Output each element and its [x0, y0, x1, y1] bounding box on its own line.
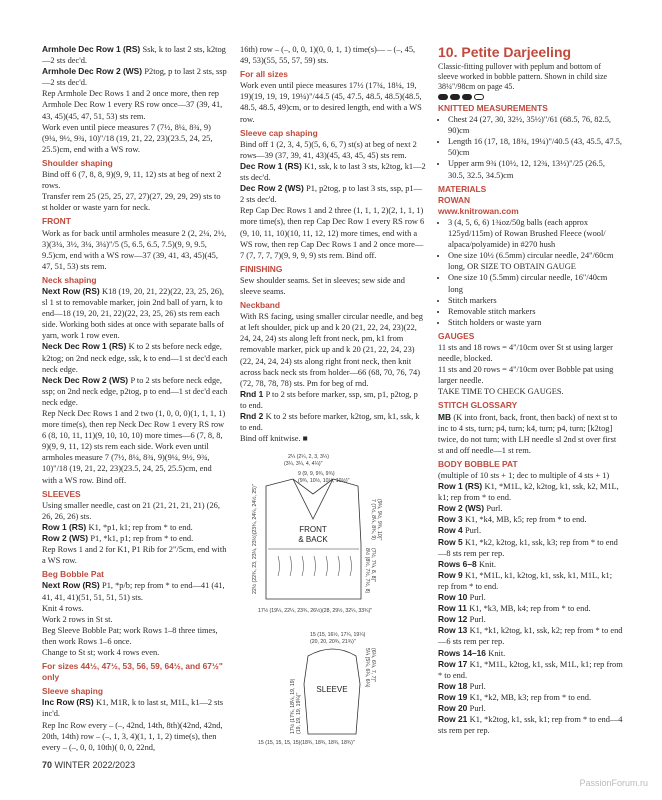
- row-text: Purl.: [486, 504, 503, 514]
- bobble-pattern-marks: [278, 556, 352, 576]
- row-text: Rep Armhole Dec Rows 1 and 2 once more, then rep Armhole Dec Row 1 every RS row once—37 (39, 41, 43, 45)(45, 47, 51, 53) sts rem.: [42, 89, 223, 121]
- instruction-paragraph: [42, 720, 228, 753]
- top-dim: 2¼ (2¼, 2, 3, 3¼): [288, 454, 329, 460]
- row-label: Neck Dec Row 1 (RS): [42, 341, 129, 352]
- row-text: P to 2 sts before marker, ssp, sm, p1, p2tog, p to end.: [240, 389, 418, 410]
- gauges-heading: GAUGES: [438, 330, 475, 341]
- instruction-paragraph: [240, 183, 426, 205]
- schematic-svg: [238, 444, 428, 754]
- row-label: Dec Row 1 (RS): [240, 160, 305, 171]
- instruction-paragraph: [240, 311, 426, 389]
- skill-pill-icon: [438, 94, 448, 100]
- section-heading: [42, 275, 228, 286]
- materials-list: [438, 217, 623, 328]
- instruction-paragraph: [42, 614, 228, 625]
- section-heading: [42, 158, 228, 169]
- list-item: • Chest 24 (27, 30, 32½, 35½)"/61 (68.5, 76, 82.5, 90)cm: [448, 114, 623, 136]
- row-text: Bind off knitwise. ■: [240, 434, 308, 444]
- row-label: Next Row (RS): [42, 285, 103, 296]
- row-text: Beg Sleeve Bobble Pat; work Rows 1–8 three times, then work Rows 1–6 once.: [42, 625, 218, 646]
- instruction-paragraph: [438, 692, 623, 703]
- row-label: Armhole Dec Row 1 (RS): [42, 44, 143, 54]
- brand-link[interactable]: www.knitrowan.com: [438, 205, 519, 216]
- gauge-line: 11 sts and 18 rows = 4"/10cm over St st using larger needle, blocked.: [438, 342, 613, 364]
- row-label: Inc Row (RS): [42, 697, 96, 708]
- pattern-intro: Classic-fitting pullover with peplum and bottom of sleeve worked in bobble pattern. Shown in child size 38¼"/98cm on page 45.: [438, 62, 608, 91]
- body-bottom-dim: 17½ (19¼, 22¼, 23¾, 26½)(28, 29½, 32¼, 33¾)": [258, 608, 373, 614]
- instruction-paragraph: [42, 191, 228, 213]
- brand-name: ROWAN: [438, 194, 471, 205]
- sleeve-top-dim: 15 (15, 16½, 17¼, 19¼): [310, 632, 366, 638]
- row-text: P to 2 sts before neck edge, ssp; on 2nd neck edge, p2tog, p to end—1 st dec'd each neck edge.: [42, 375, 228, 407]
- instruction-paragraph: [42, 697, 228, 719]
- row-text: Bind off 6 (7, 8, 8, 9)(9, 9, 11, 12) sts at beg of next 2 rows.: [42, 170, 222, 191]
- instruction-paragraph: [42, 286, 228, 341]
- heading-text: Beg Bobble Pat: [42, 569, 104, 580]
- instruction-paragraph: [438, 703, 623, 714]
- materials-heading: MATERIALS: [438, 183, 487, 194]
- heading-text: FRONT: [42, 216, 71, 227]
- row-text: Transfer rem 25 (25, 25, 27, 27)(27, 29, 29, 29) sts to st holder or waste yarn for neck.: [42, 192, 221, 213]
- armhole-dim-2: (9¼, 9½, 9¾, 10)": [376, 499, 382, 541]
- pattern-title: 10. Petite Darjeeling: [438, 44, 572, 60]
- section-heading: [240, 69, 426, 80]
- measurements-list: [438, 114, 623, 181]
- row-text: K to 2 sts before neck edge, k2tog; on 2nd neck edge, ssk, k to end—1 st dec'd each neck edge.: [42, 342, 228, 374]
- sleeve-bottom-dim: 15 (15, 15, 15, 15)(18¾, 18¾, 18¾, 18¾)": [258, 740, 355, 746]
- row-text: Using smaller needle, cast on 21 (21, 21, 21, 21) (26, 26, 26, 26) sts.: [42, 500, 220, 521]
- pattern-rows: [438, 470, 623, 736]
- instruction-paragraph: [42, 580, 228, 602]
- row-label: Neck Dec Row 2 (WS): [42, 374, 131, 385]
- row-text: Change to St st; work 4 rows even.: [42, 647, 160, 657]
- row-label: Row 1 (RS): [438, 481, 485, 492]
- list-item: • Length 16 (17, 18, 18¾, 19¼)"/40.5 (43, 45.5, 47.5, 50)cm: [448, 136, 623, 158]
- instruction-paragraph: [438, 659, 623, 681]
- instruction-paragraph: [438, 592, 623, 603]
- row-text: Purl.: [469, 615, 486, 625]
- heading-text: For sizes 44½, 47½, 53, 56, 59, 64½, and 67½" only: [42, 661, 223, 683]
- section-heading: [42, 686, 228, 697]
- instruction-paragraph: [42, 122, 228, 155]
- row-label: Row 1 (RS): [42, 521, 89, 532]
- column-3: [438, 44, 623, 736]
- row-label: Dec Row 2 (WS): [240, 183, 307, 194]
- row-text: Bind off 1 (2, 3, 4, 5)(5, 6, 6, 7) st(s) at beg of next 2 rows—39 (37, 39, 41, 43)(45, 43, 45, 45) sts rem.: [240, 139, 417, 160]
- skill-pill-icon: [462, 94, 472, 100]
- row-text: K1, *M1L, k2tog, k1, ssk, M1L, k1; rep from * to end.: [438, 659, 623, 680]
- row-label: Row 2 (WS): [42, 533, 91, 544]
- row-text: K1, *k3, MB, k4; rep from * to end.: [469, 604, 591, 614]
- instruction-paragraph: [42, 500, 228, 522]
- row-label: Row 11: [438, 603, 470, 614]
- glossary-heading: STITCH GLOSSARY: [438, 400, 518, 411]
- row-text: K1, *k4, MB, k5; rep from * to end.: [465, 515, 587, 525]
- row-label: Rows 14–16: [438, 647, 489, 658]
- row-text: Sew shoulder seams. Set in sleeves; sew side and sleeve seams.: [240, 275, 405, 296]
- sleeve-label: SLEEVE: [316, 685, 348, 694]
- gauge-line: TAKE TIME TO CHECK GAUGES.: [438, 387, 564, 397]
- row-label: Rnd 2: [240, 411, 266, 421]
- row-text: K to 2 sts before marker, k2tog, sm, k1, ssk, k to end.: [240, 412, 420, 433]
- instruction-paragraph: [42, 625, 228, 647]
- section-heading: [240, 264, 426, 275]
- row-text: K1, *M1L, k2, k2tog, k1, ssk, k2, M1L, k1; rep from * to end.: [438, 482, 619, 503]
- instruction-paragraph: [42, 533, 228, 544]
- heading-text: Neckband: [240, 300, 281, 311]
- instruction-paragraph: [42, 544, 228, 566]
- instruction-paragraph: [42, 341, 228, 374]
- instruction-paragraph: [42, 375, 228, 408]
- heading-text: Shoulder shaping: [42, 157, 113, 168]
- row-text: K1, ssk, k to last 3 sts, k2tog, k1—2 sts dec'd.: [240, 161, 426, 183]
- row-text: Rep Inc Row every – (–, 42nd, 14th, 8th)(42nd, 42nd, 20th, 14th) row – (–, 1, 3, 4)(1, 1, 1, 2) time(s), then every – (–, 0, 0, 10th)( 0, 0, 22nd,: [42, 720, 223, 752]
- instruction-paragraph: [438, 681, 623, 692]
- row-label: Next Row (RS): [42, 580, 103, 591]
- section-heading: [240, 128, 426, 139]
- instruction-paragraph: [42, 603, 228, 614]
- row-text: Work even until piece measures 7 (7½, 8¼, 8¾, 9) (9¼, 9½, 9¾, 10)"/18 (19, 21, 22, 23)(23.5, 24, 25, 25.5)cm, end with a WS row.: [42, 122, 213, 154]
- row-text: Work 2 rows in St st.: [42, 614, 113, 624]
- row-text: K1, *k2tog, k1, ssk, k1; rep from * to end—4 sts rem per rep.: [438, 715, 623, 736]
- instruction-paragraph: [438, 603, 623, 614]
- instruction-paragraph: [438, 559, 623, 570]
- row-text: K1, *k2, MB, k3; rep from * to end.: [469, 692, 592, 702]
- section-heading: [240, 300, 426, 311]
- heading-text: FINISHING: [240, 263, 283, 274]
- row-label: Armhole Dec Row 2 (WS): [42, 66, 145, 77]
- row-text: K1, *p1, k1; rep from * to end.: [88, 522, 193, 532]
- row-text: P2tog, p to last 2 sts, ssp—2 sts dec'd.: [42, 67, 227, 88]
- row-label: Row 13: [438, 625, 470, 636]
- cap-dim-2: (6¼, 6¼, 7, 7)": [370, 648, 376, 683]
- instruction-paragraph: [240, 433, 426, 444]
- instruction-paragraph: [42, 169, 228, 191]
- instruction-paragraph: [240, 161, 426, 183]
- row-label: Row 3: [438, 514, 465, 525]
- row-text: Purl.: [465, 526, 482, 536]
- row-label: Row 5: [438, 536, 465, 547]
- instruction-paragraph: [240, 411, 426, 433]
- neckline: [293, 479, 333, 519]
- instruction-paragraph: [438, 514, 623, 525]
- row-text: P1, *k1, p1; rep from * to end.: [90, 534, 194, 544]
- instruction-paragraph: [42, 408, 228, 486]
- instruction-paragraph: [240, 44, 426, 66]
- instruction-paragraph: [438, 470, 623, 481]
- row-label: Rows 6–8: [438, 558, 479, 569]
- gauges-text: [438, 342, 623, 397]
- row-text: Rep Rows 1 and 2 for K1, P1 Rib for 2"/5cm, end with a WS row.: [42, 545, 227, 566]
- row-label: Row 10: [438, 592, 470, 603]
- instruction-paragraph: [438, 525, 623, 536]
- instruction-paragraph: [438, 714, 623, 736]
- row-text: K1, *k2, k2tog, k1, ssk, k3; rep from * to end—8 sts rem per rep.: [438, 537, 618, 558]
- row-text: P1, *p/b; rep from * to end—41 (41, 41, 41, 41)(51, 51, 51, 51) sts.: [42, 581, 225, 602]
- heading-text: Sleeve shaping: [42, 686, 103, 697]
- row-text: P1, p2tog, p to last 3 sts, ssp, p1—2 sts dec'd.: [240, 184, 422, 205]
- heading-text: Sleeve cap shaping: [240, 127, 318, 138]
- row-label: Row 18: [438, 680, 470, 691]
- row-text: K18 (19, 20, 21, 22)(22, 23, 25, 26), sl 1 st to removable marker, join 2nd ball of yarn, k to end—18 (19, 20, 21, 22)(22, 23, 25, 26) sts rem each side. Working both sides at once with separate balls of yarn, work 1 row even.: [42, 286, 224, 341]
- row-text: Knit.: [478, 559, 496, 569]
- watermark: PassionForum.ru: [579, 778, 648, 788]
- list-item: • Upper arm 9¾ (10½, 12, 12¾, 13½)"/25 (26.5, 30.5, 32.5, 34.5)cm: [448, 158, 623, 180]
- list-item: • One size 10 (5.5mm) circular needle, 16"/40cm long: [448, 272, 623, 294]
- instruction-paragraph: [42, 44, 228, 66]
- section-heading: [42, 569, 228, 580]
- side-dim: 8½ (8½, 7½, 7½, 8): [364, 548, 370, 594]
- instruction-paragraph: [240, 205, 426, 260]
- row-label: Row 19: [438, 691, 470, 702]
- instruction-paragraph: [240, 139, 426, 161]
- cap-dim: 5¼ (5¼, 6¼, 6¼): [364, 648, 370, 688]
- row-text: Rep Cap Dec Rows 1 and 2 three (1, 1, 1, 2)(2, 1, 1, 1) more time(s), then rep Cap Dec Row 1 every RS row 6 (9, 10, 11, 10)(10, 11, 12, 12) more times, end with a WS row, then rep Cap Dec Rows 1 and 2 once more—7 (7, 7, 7, 7)(9, 9, 9, 9) sts rem. Bind off.: [240, 206, 425, 260]
- row-label: Row 17: [438, 658, 470, 669]
- row-text: (multiple of 10 sts + 1; dec to multiple of 4 sts + 1): [438, 471, 610, 480]
- row-label: Rnd 1: [240, 388, 266, 399]
- gauge-line: 11 sts and 20 rows = 4"/10cm over Bobble pat using larger needle.: [438, 365, 614, 386]
- row-text: K1, *M1L, k1, k2tog, k1, ssk, k1, M1L, k1; rep from * to end.: [438, 570, 613, 591]
- row-label: Row 20: [438, 702, 470, 713]
- section-heading: [42, 489, 228, 500]
- skill-level: [438, 94, 623, 100]
- section-heading: [42, 216, 228, 227]
- list-item: • Stitch holders or waste yarn: [448, 317, 623, 328]
- instruction-paragraph: [438, 412, 623, 456]
- row-label: Row 4: [438, 525, 465, 536]
- instruction-paragraph: [42, 66, 228, 88]
- instruction-paragraph: [438, 614, 623, 625]
- front-label: FRONT: [299, 525, 327, 534]
- heading-text: SLEEVES: [42, 488, 81, 499]
- instruction-paragraph: [240, 389, 426, 411]
- instruction-paragraph: [438, 648, 623, 659]
- heading-text: Neck shaping: [42, 274, 97, 285]
- row-text: (K into front, back, front, then back) of next st to inc to 4 sts, turn; p4, turn; k4, turn; p4, turn; [k2tog] twice, do not turn; with LH needle sl 2nd st over first st and off needle—1 st rem.: [438, 412, 618, 455]
- instruction-paragraph: [438, 481, 623, 503]
- instruction-paragraph: [438, 537, 623, 559]
- side-dim-2: (7½, 7¼, 8, 8)": [370, 548, 376, 583]
- instruction-paragraph: [240, 80, 426, 124]
- page-footer: [42, 760, 135, 770]
- armhole-dim: 7 (7½, 8¼, 8¾, 9): [370, 499, 376, 540]
- row-text: Knit.: [488, 648, 506, 658]
- neck-dim: 9 (9, 9, 9¾, 9¾): [298, 471, 335, 477]
- instruction-paragraph: [438, 570, 623, 592]
- row-label: Row 12: [438, 614, 470, 625]
- list-item: • Stitch markers: [448, 295, 623, 306]
- row-label: Row 21: [438, 714, 470, 725]
- section-heading: [42, 661, 228, 683]
- sleeve-length-dim-2: (19, 19, 19, 19¼)": [296, 692, 302, 734]
- row-text: Work even until piece measures 17½ (17¾, 18¼, 19, 19)(19, 19, 19, 19¼)"/44.5 (45, 47.5, 48.5, 48.5)(48.5, 48.5, 48.5, 49)cm, or to desired length, end with a WS row.: [240, 81, 422, 124]
- row-text: K1, M1R, k to last st, M1L, k1—2 sts inc'd.: [42, 698, 224, 719]
- sleeve-length-dim: 17½ (17¾, 18¼, 19, 19): [290, 678, 296, 734]
- row-label: MB: [438, 411, 454, 422]
- top-dim-2: (3¼, 3¼, 4, 4¼)": [284, 461, 323, 467]
- heading-text: For all sizes: [240, 69, 288, 80]
- list-item: • Removable stitch markers: [448, 306, 623, 317]
- list-item: • 3 (4, 5, 6, 6) 1¾oz/50g balls (each approx 125yd/115m) of Rowan Brushed Fleece (wool/ alpaca/polyamide) in #270 hush: [448, 217, 623, 250]
- back-label: & BACK: [298, 535, 328, 544]
- row-text: With RS facing, using smaller circular needle, and beg at left shoulder, pick up and k 20 (21, 22, 24, 23)(22, 24, 24, 24) sts along left front neck, pm, k1 from removable marker, pick up and k 20 (21, 22, 24, 23)(22, 24, 24, 24) sts along right front neck, then knit across back neck sts from holder—66 (68, 70, 76, 74)(72, 78, 78, 78) sts. Pm for beg of rnd.: [240, 312, 423, 388]
- skill-pill-icon: [450, 94, 460, 100]
- row-text: Rep Neck Dec Rows 1 and 2 two (1, 0, 0, 0)(1, 1, 1, 1) more time(s), then rep Neck Dec Row 1 every RS row 6 (8, 10, 11, 11)(9, 10, 10, 10) more times—6 (7, 8, 8, 9)(9, 9, 11, 12) sts rem each side. Work even until armholes measure 7 (7½, 8¼, 8¾, 9)(9¼, 9½, 9¾, 10)"/18 (19, 21, 22, 23)(23.5, 24, 25, 25.5)cm, end with a WS row. Bind off.: [42, 409, 226, 485]
- pattern-heading: BODY BOBBLE PAT: [438, 458, 518, 469]
- instruction-paragraph: [438, 625, 623, 647]
- column-2: [240, 44, 426, 444]
- instruction-paragraph: [42, 228, 228, 272]
- glossary-text: [438, 412, 623, 456]
- instruction-paragraph: [42, 88, 228, 121]
- row-text: Purl.: [469, 681, 486, 691]
- row-text: Knit 4 rows.: [42, 603, 84, 613]
- schematic-diagram: [238, 444, 428, 754]
- instruction-paragraph: [438, 503, 623, 514]
- row-label: Row 9: [438, 569, 465, 580]
- instruction-paragraph: [240, 275, 426, 297]
- instruction-paragraph: [42, 647, 228, 658]
- column-1: [42, 44, 228, 753]
- row-text: Ssk, k to last 2 sts, k2tog—2 sts dec'd.: [42, 45, 226, 66]
- issue-label: WINTER 2022/2023: [54, 760, 136, 770]
- row-label: Row 2 (WS): [438, 503, 487, 514]
- neck-dim-2: (9¾, 10½, 10½, 10½)": [298, 478, 350, 484]
- instruction-paragraph: [42, 522, 228, 533]
- row-text: Purl.: [469, 703, 486, 713]
- sleeve-top-dim-2: (20, 20, 20¾, 21¾)": [310, 639, 356, 645]
- row-text: Purl.: [469, 593, 486, 603]
- row-text: Work as for back until armholes measure 2 (2, 2¼, 2½, 3)(3¼, 3½, 3¼, 3¼)"/5 (5, 6.5, 6.5, 7.5)(9, 9, 9.5, 9.5)cm, end with a WS row—37 (39, 41, 43, 45)(45, 47, 51, 53) sts rem.: [42, 228, 227, 271]
- skill-pill-empty-icon: [474, 94, 484, 100]
- length-dim: 22½ (22¾, 23, 23¼, 23½)(23¾, 24¼, 24½, 25)": [252, 484, 258, 594]
- row-text: K1, *k1, k2tog, k1, ssk, k2; rep from * to end—6 sts rem per rep.: [438, 626, 623, 647]
- measurements-heading: KNITTED MEASUREMENTS: [438, 103, 548, 113]
- page-number: 70: [42, 760, 53, 770]
- row-text: 16th) row – (–, 0, 0, 1)(0, 0, 1, 1) time(s)— – (–, 45, 49, 53)(55, 55, 57, 59) sts.: [240, 45, 416, 66]
- list-item: • One size 10½ (6.5mm) circular needle, 24"/60cm long, OR SIZE TO OBTAIN GAUGE: [448, 250, 623, 272]
